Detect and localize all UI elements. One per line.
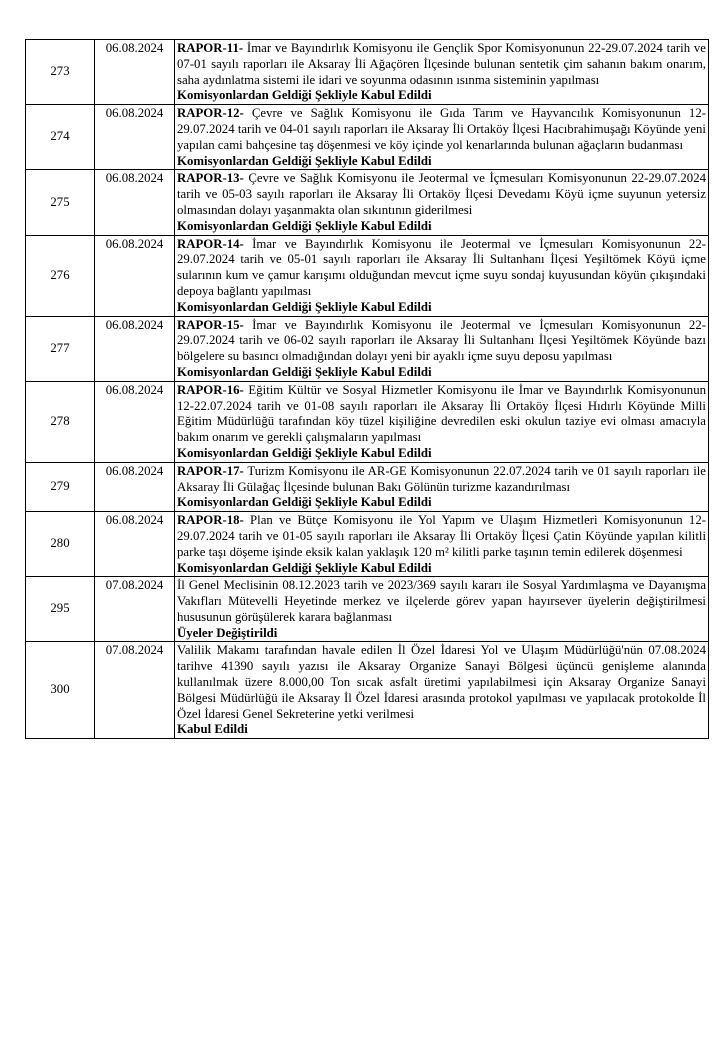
decision-row	[26, 316, 709, 381]
decision-body: Turizm Komisyonu ile AR-GE Komisyonunun 22.07.2024 tarih ve 01 sayılı raporları ile Aksaray İli Gülağaç İlçesinde bulunan Bakı Gölünün turizme kazandırılması	[177, 463, 706, 494]
decision-number: 277	[26, 316, 95, 381]
decision-number: 278	[26, 381, 95, 462]
decision-body: İmar ve Bayındırlık Komisyonu ile Jeotermal ve İçmesuları Komisyonunun 22-29.07.2024 tarih ve 06-02 sayılı raporları ile Aksaray İli Sultanhanı İlçesi Yeşiltömek Köyünde bazı bölgelere su basıncı olmadığından dolayı yeni bir ayaklı içme suyu deposu yapılması	[177, 317, 706, 364]
decision-text	[175, 316, 709, 381]
decision-result: Kabul Edildi	[177, 722, 248, 737]
decision-text	[175, 642, 709, 739]
decision-date: 06.08.2024	[95, 381, 175, 462]
decision-number: 273	[26, 40, 95, 105]
decision-row	[26, 105, 709, 170]
decision-text	[175, 512, 709, 577]
decision-body: Valilik Makamı tarafından havale edilen İl Özel İdaresi Yol ve Ulaşım Müdürlüğü'nün 07.08.2024 tarihve 41390 sayılı yazısı ile Aksaray Organize Sanayi Bölgesi üçüncü genişleme alanında kullanılmak üzere 8.000,00 Ton sıcak asfalt üretimi yapılabilmesi için Aksaray Organize Sanayi Bölgesi Müdürlüğü ile Aksaray İl Özel İdaresi arasında protokol yapılması ve yapılacak protokolde İl Özel İdaresi Genel Sekreterine yetki verilmesi	[177, 643, 706, 721]
decision-text	[175, 462, 709, 511]
decision-date: 06.08.2024	[95, 462, 175, 511]
decision-body: İl Genel Meclisinin 08.12.2023 tarih ve 2023/369 sayılı kararı ile Sosyal Yardımlaşma ve Dayanışma Vakıfları Mütevelli Heyetinde merkez ve ilçelerde görev yapan hayırsever üyelerin değiştirilmesi hususunun görüşülerek karara bağlanması	[177, 578, 706, 624]
decision-row	[26, 642, 709, 739]
decision-body: Çevre ve Sağlık Komisyonu ile Jeotermal ve İçmesuları Komisyonunun 22-29.07.2024 tarih ve 05-03 sayılı raporları ile Aksaray İli Ortaköy İlçesi Devedamı Köyü içme suyunun yetersiz olmasından dolayı yaşanmakta olan sıkıntının giderilmesi	[177, 171, 706, 217]
decision-number: 279	[26, 462, 95, 511]
decision-text	[175, 105, 709, 170]
decision-number: 300	[26, 642, 95, 739]
decision-date: 06.08.2024	[95, 170, 175, 235]
decision-row	[26, 235, 709, 316]
decisions-table	[25, 39, 709, 739]
decision-row	[26, 40, 709, 105]
decision-text	[175, 235, 709, 316]
decision-result: Komisyonlardan Geldiği Şekliyle Kabul Edildi	[177, 218, 432, 233]
decision-result: Üyeler Değiştirildi	[177, 625, 278, 640]
decision-text	[175, 170, 709, 235]
report-title: RAPOR-15-	[177, 317, 244, 332]
decision-date: 07.08.2024	[95, 577, 175, 642]
report-title: RAPOR-11-	[177, 41, 244, 55]
decision-body: Çevre ve Sağlık Komisyonu ile Gıda Tarım ve Hayvancılık Komisyonunun 12-29.07.2024 tarih ve 04-01 sayılı raporları ile Aksaray İli Ortaköy İlçesi Hacıbrahimuşağı Köyünde yeni yapılan cami bahçesine taş döşenmesi ve köy içinde yol kenarlarında bulunan ağaçların budanması	[177, 106, 706, 152]
decision-result: Komisyonlardan Geldiği Şekliyle Kabul Edildi	[177, 560, 432, 575]
decision-row	[26, 381, 709, 462]
decision-text	[175, 577, 709, 642]
decision-result: Komisyonlardan Geldiği Şekliyle Kabul Edildi	[177, 153, 432, 168]
decision-row	[26, 512, 709, 577]
decision-text	[175, 381, 709, 462]
decisions-document	[25, 39, 709, 739]
decision-date: 06.08.2024	[95, 316, 175, 381]
decision-result: Komisyonlardan Geldiği Şekliyle Kabul Edildi	[177, 88, 432, 103]
decision-number: 276	[26, 235, 95, 316]
decision-body: İmar ve Bayındırlık Komisyonu ile Gençlik Spor Komisyonunun 22-29.07.2024 tarih ve 07-01 sayılı raporları ile Aksaray İli Ağaçören İlçesinde bulunan sentetik çim sahanın bakım onarım, saha aydınlatma sistemi ile idari ve soyunma odasının ısınma sisteminin yapılması	[177, 41, 706, 87]
decision-result: Komisyonlardan Geldiği Şekliyle Kabul Edildi	[177, 495, 432, 510]
decision-body: İmar ve Bayındırlık Komisyonu ile Jeotermal ve İçmesuları Komisyonunun 22-29.07.2024 tarih ve 05-01 sayılı raporları ile Aksaray İli Sultanhanı İlçesi Yeşiltömek Köyü içme sularının kum ve çamur karışımı olduğundan mevcut içme suyu sondaj kuyusundan köyün çıkışındaki depoya bağlantı yapılması	[177, 236, 706, 298]
decision-date: 07.08.2024	[95, 642, 175, 739]
decision-number: 295	[26, 577, 95, 642]
report-title: RAPOR-14-	[177, 236, 244, 251]
decision-number: 274	[26, 105, 95, 170]
report-title: RAPOR-17-	[177, 463, 244, 478]
report-title: RAPOR-16-	[177, 382, 244, 397]
decisions-table-body	[26, 40, 709, 739]
decision-result: Komisyonlardan Geldiği Şekliyle Kabul Edildi	[177, 364, 432, 379]
report-title: RAPOR-13-	[177, 171, 244, 186]
report-title: RAPOR-18-	[177, 513, 244, 528]
decision-date: 06.08.2024	[95, 235, 175, 316]
decision-result: Komisyonlardan Geldiği Şekliyle Kabul Edildi	[177, 299, 432, 314]
decision-row	[26, 170, 709, 235]
decision-date: 06.08.2024	[95, 105, 175, 170]
decision-number: 280	[26, 512, 95, 577]
decision-date: 06.08.2024	[95, 40, 175, 105]
decision-body: Eğitim Kültür ve Sosyal Hizmetler Komisyonu ile İmar ve Bayındırlık Komisyonunun 12-22.07.2024 tarih ve 01-08 sayılı raporları ile Aksaray İli Ortaköy İlçesi Hıdırlı Köyünde Milli Eğitim Müdürlüğü tarafından köy tüzel kişiliğine devredilen eski okulun taziye evi olması amacıyla bakım onarım ve gerekli çalışmaların yapılması	[177, 382, 706, 445]
decision-row	[26, 577, 709, 642]
decision-text	[175, 40, 709, 105]
decision-body: Plan ve Bütçe Komisyonu ile Yol Yapım ve Ulaşım Hizmetleri Komisyonunun 12-29.07.2024 tarih ve 01-05 sayılı raporları ile Aksaray İli Ortaköy İlçesi Çatin Köyünde yapılan kilitli parke taşı döşeme işinde eksik kalan yaklaşık 120 m² kilitli parke taşının temin edilerek döşenmesi	[177, 513, 706, 559]
decision-row	[26, 462, 709, 511]
decision-number: 275	[26, 170, 95, 235]
report-title: RAPOR-12-	[177, 106, 244, 121]
decision-date: 06.08.2024	[95, 512, 175, 577]
decision-result: Komisyonlardan Geldiği Şekliyle Kabul Edildi	[177, 445, 432, 460]
